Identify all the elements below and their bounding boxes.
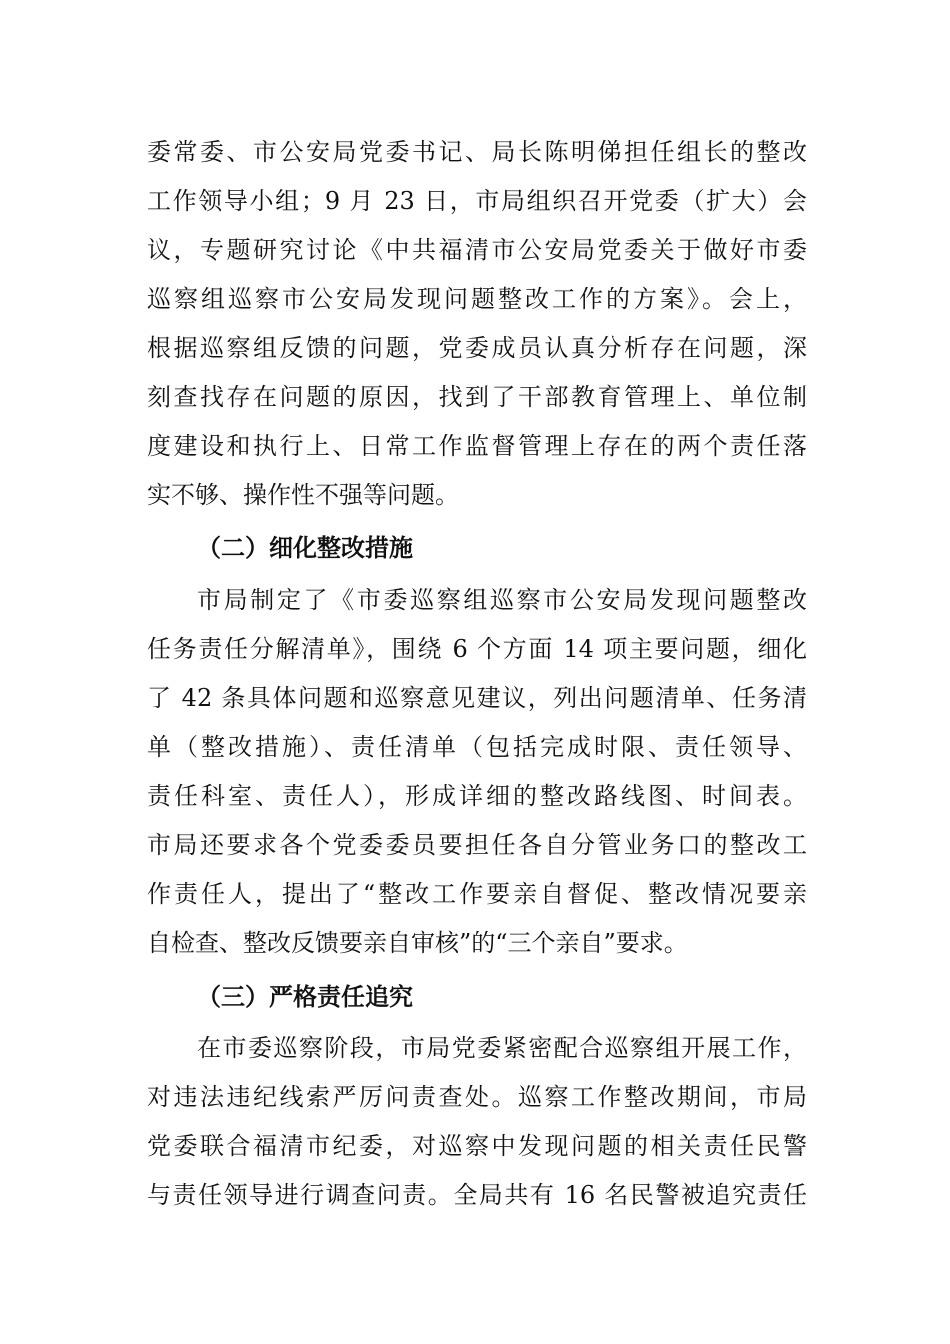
paragraph-2-line-4: 单（整改措施）、责任清单（包括完成时限、责任领导、 (147, 733, 807, 761)
paragraph-3-line-2: 对违法违纪线索严厉问责查处。巡察工作整改期间，市局 (147, 1083, 807, 1111)
paragraph-1-line-5: 根据巡察组反馈的问题，党委成员认真分析存在问题，深 (147, 334, 807, 362)
paragraph-3-line-4: 与责任领导进行调查问责。全局共有 16 名民警被追究责任 (147, 1181, 807, 1209)
paragraph-1-line-4: 巡察组巡察市公安局发现问题整改工作的方案》。会上， (147, 285, 807, 313)
paragraph-2-line-7: 作责任人，提出了“整改工作要亲自督促、整改情况要亲 (147, 880, 807, 908)
section-heading-3: （三）严格责任追究 (197, 983, 413, 1011)
paragraph-1-line-2: 工作领导小组；9 月 23 日，市局组织召开党委（扩大）会 (147, 187, 807, 215)
paragraph-3-line-3: 党委联合福清市纪委，对巡察中发现问题的相关责任民警 (147, 1132, 807, 1160)
paragraph-1-line-3: 议，专题研究讨论《中共福清市公安局党委关于做好市委 (147, 236, 807, 264)
paragraph-1-line-7: 度建设和执行上、日常工作监督管理上存在的两个责任落 (147, 432, 807, 460)
paragraph-2-line-3: 了 42 条具体问题和巡察意见建议，列出问题清单、任务清 (147, 684, 807, 712)
paragraph-2-line-6: 市局还要求各个党委委员要担任各自分管业务口的整改工 (147, 831, 807, 859)
paragraph-2-line-1: 市局制定了《市委巡察组巡察市公安局发现问题整改 (197, 586, 807, 614)
paragraph-1-line-1: 委常委、市公安局党委书记、局长陈明俤担任组长的整改 (147, 138, 807, 166)
paragraph-1-line-6: 刻查找存在问题的原因，找到了干部教育管理上、单位制 (147, 383, 807, 411)
paragraph-2-line-5: 责任科室、责任人），形成详细的整改路线图、时间表。 (147, 782, 807, 810)
paragraph-2-line-2: 任务责任分解清单》，围绕 6 个方面 14 项主要问题，细化 (147, 635, 807, 663)
paragraph-3-line-1: 在市委巡察阶段，市局党委紧密配合巡察组开展工作， (197, 1034, 807, 1062)
paragraph-2-line-8: 自检查、整改反馈要亲自审核”的“三个亲自”要求。 (147, 929, 688, 957)
section-heading-2: （二）细化整改措施 (197, 534, 413, 562)
paragraph-1-line-8: 实不够、操作性不强等问题。 (147, 481, 459, 509)
